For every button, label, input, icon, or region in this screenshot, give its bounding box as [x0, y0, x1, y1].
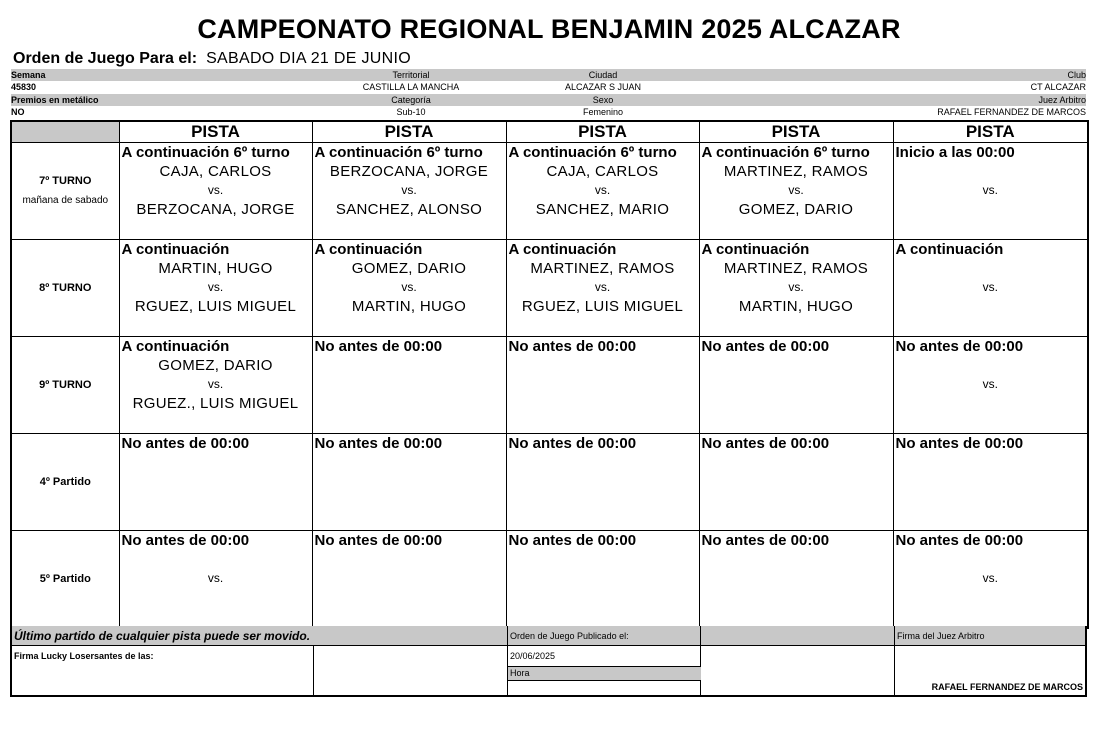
- match-cell: [506, 434, 699, 531]
- versus-label: vs.: [788, 183, 804, 197]
- juez-label: Juez Arbitro: [1038, 95, 1086, 105]
- versus-label: vs.: [207, 183, 224, 197]
- match-time: A continuación: [121, 338, 230, 355]
- match-time: No antes de 00:00: [508, 435, 637, 452]
- categoria-value: Sub-10: [396, 107, 426, 117]
- court-header: PISTA: [699, 121, 893, 143]
- order-of-play-heading: [13, 50, 411, 68]
- club-value: CT ALCAZAR: [1030, 82, 1086, 92]
- court-header: PISTA: [506, 121, 699, 143]
- sexo-label: Sexo: [592, 95, 614, 105]
- turn-label: 9º TURNO: [39, 378, 92, 391]
- match-cell: [699, 434, 893, 531]
- schedule-table: [10, 120, 1089, 629]
- match-cell: [506, 143, 699, 240]
- player-one: MARTINEZ, RAMOS: [723, 163, 869, 180]
- footer-divider: [700, 626, 701, 695]
- territorial-label: Territorial: [392, 70, 430, 80]
- turn-label: 5º Partido: [39, 572, 91, 585]
- match-time: No antes de 00:00: [121, 532, 250, 549]
- match-time: A continuación: [508, 241, 617, 258]
- match-time: Inicio a las 00:00: [895, 144, 1015, 161]
- match-time: A continuación: [895, 241, 1004, 258]
- player-two: GOMEZ, DARIO: [738, 201, 854, 218]
- match-cell: [312, 434, 506, 531]
- match-time: No antes de 00:00: [314, 338, 443, 355]
- ciudad-value: ALCAZAR S JUAN: [564, 82, 642, 92]
- footer-section: [10, 626, 1087, 697]
- match-time: A continuación: [314, 241, 423, 258]
- match-cell: [699, 531, 893, 629]
- versus-label: vs.: [982, 377, 998, 391]
- match-time: A continuación: [121, 241, 230, 258]
- footer-divider: [507, 626, 508, 695]
- player-one: CAJA, CARLOS: [546, 163, 659, 180]
- match-time: No antes de 00:00: [508, 532, 637, 549]
- versus-label: vs.: [207, 571, 224, 585]
- match-time: A continuación 6º turno: [121, 144, 290, 161]
- match-cell: [312, 337, 506, 434]
- match-time: No antes de 00:00: [508, 338, 637, 355]
- hora-box: [508, 666, 701, 681]
- turn-label-cell: [11, 434, 119, 531]
- match-time: A continuación: [701, 241, 810, 258]
- match-cell: [312, 240, 506, 337]
- match-time: No antes de 00:00: [314, 435, 443, 452]
- player-one: MARTINEZ, RAMOS: [530, 260, 675, 277]
- order-label: Orden de Juego Para el:: [13, 50, 198, 67]
- court-header: PISTA: [312, 121, 506, 143]
- info-values-row-2: [11, 106, 1086, 118]
- match-cell: [119, 337, 312, 434]
- match-time: No antes de 00:00: [895, 532, 1024, 549]
- referee-sign-label: Firma del Juez Arbitro: [897, 631, 985, 641]
- match-cell: [893, 434, 1088, 531]
- semana-value: 45830: [11, 82, 37, 92]
- match-time: A continuación 6º turno: [508, 144, 677, 161]
- match-cell: [312, 531, 506, 629]
- hora-label: Hora: [510, 668, 530, 678]
- info-labels-row-1: [11, 69, 1086, 81]
- match-cell: [893, 337, 1088, 434]
- match-cell: [893, 143, 1088, 240]
- club-label: Club: [1067, 70, 1086, 80]
- sexo-value: Femenino: [582, 107, 624, 117]
- match-time: No antes de 00:00: [314, 532, 443, 549]
- turn-label-cell: [11, 143, 119, 240]
- versus-label: vs.: [401, 183, 417, 197]
- player-two: BERZOCANA, JORGE: [136, 201, 295, 218]
- premios-label: Premios en metálico: [11, 95, 99, 105]
- turn-label-cell: [11, 531, 119, 629]
- match-time: No antes de 00:00: [701, 532, 830, 549]
- player-two: SANCHEZ, MARIO: [535, 201, 670, 218]
- match-time: No antes de 00:00: [895, 338, 1024, 355]
- match-cell: [893, 240, 1088, 337]
- match-cell: [506, 240, 699, 337]
- footer-divider: [313, 646, 314, 697]
- semana-label: Semana: [11, 70, 46, 80]
- player-one: CAJA, CARLOS: [159, 163, 272, 180]
- versus-label: vs.: [788, 280, 804, 294]
- versus-label: vs.: [982, 183, 998, 197]
- player-one: MARTIN, HUGO: [158, 260, 273, 277]
- versus-label: vs.: [982, 571, 998, 585]
- order-date: SABADO DIA 21 DE JUNIO: [206, 50, 411, 67]
- turn-row: [11, 337, 1088, 434]
- premios-value: NO: [11, 107, 25, 117]
- match-time: No antes de 00:00: [701, 338, 830, 355]
- turn-row: [11, 531, 1088, 629]
- published-label: Orden de Juego Publicado el:: [510, 631, 629, 641]
- schedule-table-body: [11, 121, 1088, 628]
- court-header: PISTA: [119, 121, 312, 143]
- corner-cell: [11, 121, 119, 143]
- tournament-title: CAMPEONATO REGIONAL BENJAMIN 2025 ALCAZAR: [197, 14, 901, 44]
- match-cell: [506, 337, 699, 434]
- player-one: GOMEZ, DARIO: [158, 357, 273, 374]
- player-one: BERZOCANA, JORGE: [329, 163, 489, 180]
- versus-label: vs.: [982, 280, 998, 294]
- match-time: No antes de 00:00: [895, 435, 1024, 452]
- lucky-loser-label: Firma Lucky Losersantes de las:: [14, 651, 154, 661]
- footer-divider: [894, 626, 895, 695]
- match-time: A continuación 6º turno: [701, 144, 870, 161]
- info-labels-row-2: [11, 94, 1086, 106]
- match-cell: [119, 240, 312, 337]
- juez-value: RAFAEL FERNANDEZ DE MARCOS: [937, 107, 1086, 117]
- match-cell: [119, 143, 312, 240]
- versus-label: vs.: [594, 183, 611, 197]
- ciudad-label: Ciudad: [588, 70, 618, 80]
- categoria-label: Categoría: [391, 95, 431, 105]
- player-two: RGUEZ., LUIS MIGUEL: [132, 395, 299, 412]
- player-two: RGUEZ, LUIS MIGUEL: [521, 298, 684, 315]
- match-cell: [699, 337, 893, 434]
- turn-row: [11, 434, 1088, 531]
- player-two: MARTIN, HUGO: [351, 298, 467, 315]
- referee-name: RAFAEL FERNANDEZ DE MARCOS: [931, 682, 1083, 692]
- versus-label: vs.: [401, 280, 417, 294]
- turn-sublabel: mañana de sabado: [22, 195, 109, 206]
- match-cell: [893, 531, 1088, 629]
- match-cell: [119, 531, 312, 629]
- player-one: GOMEZ, DARIO: [351, 260, 467, 277]
- player-two: SANCHEZ, ALONSO: [335, 201, 483, 218]
- match-cell: [699, 143, 893, 240]
- turn-label: 7º TURNO: [39, 175, 92, 187]
- info-values-row-1: [11, 81, 1086, 93]
- published-date: 20/06/2025: [510, 651, 556, 661]
- versus-label: vs.: [594, 280, 611, 294]
- match-time: No antes de 00:00: [701, 435, 830, 452]
- player-two: MARTIN, HUGO: [738, 298, 854, 315]
- court-header: PISTA: [893, 121, 1088, 143]
- match-time: No antes de 00:00: [121, 435, 250, 452]
- match-cell: [312, 143, 506, 240]
- turn-label-cell: [11, 240, 119, 337]
- match-cell: [699, 240, 893, 337]
- territorial-value: CASTILLA LA MANCHA: [362, 82, 460, 92]
- turn-label: 4º Partido: [39, 475, 91, 488]
- versus-label: vs.: [207, 280, 224, 294]
- match-cell: [506, 531, 699, 629]
- player-one: MARTINEZ, RAMOS: [723, 260, 869, 277]
- last-match-note: Último partido de cualquier pista puede ser movido.: [14, 629, 311, 643]
- turn-label: 8º TURNO: [39, 281, 92, 294]
- versus-label: vs.: [207, 377, 224, 391]
- court-header-row: [11, 121, 1088, 143]
- player-two: RGUEZ, LUIS MIGUEL: [134, 298, 297, 315]
- turn-row: [11, 143, 1088, 240]
- turn-row: [11, 240, 1088, 337]
- match-time: A continuación 6º turno: [314, 144, 483, 161]
- turn-label-cell: [11, 337, 119, 434]
- match-cell: [119, 434, 312, 531]
